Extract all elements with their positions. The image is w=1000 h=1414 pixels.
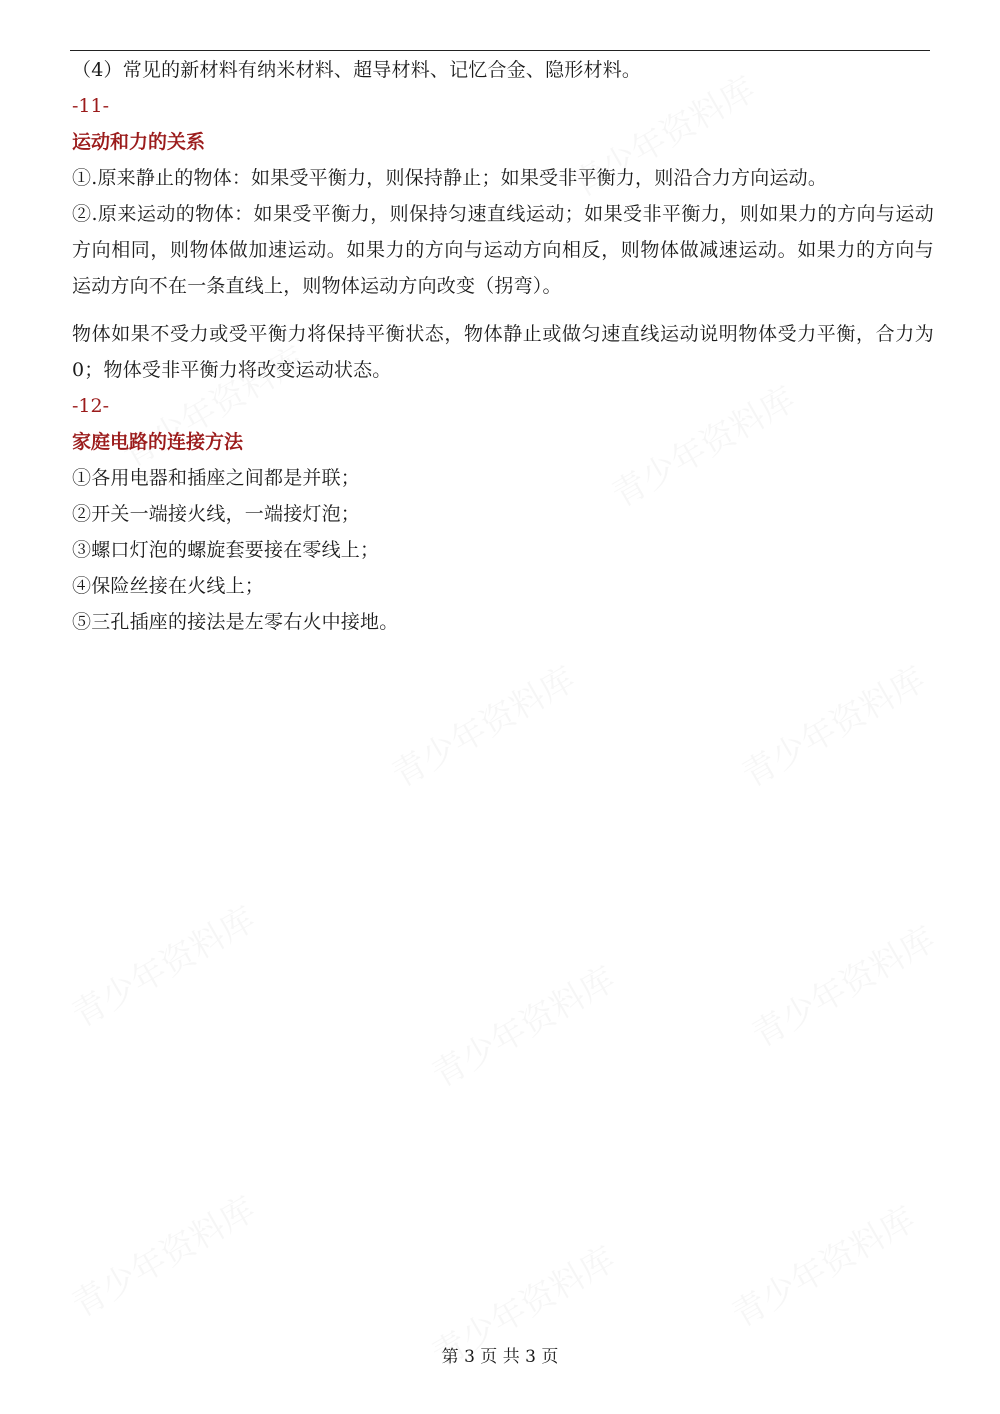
- list-item: ③螺口灯泡的螺旋套要接在零线上；: [72, 539, 380, 561]
- section-number: -12-: [72, 395, 110, 417]
- section-title: 家庭电路的连接方法: [72, 431, 244, 453]
- list-item: ④保险丝接在火线上；: [72, 575, 265, 597]
- section-number: -11-: [72, 95, 110, 117]
- page-footer: 第 3 页 共 3 页: [441, 1347, 559, 1367]
- watermark: [721, 1192, 922, 1336]
- watermark: [421, 952, 622, 1096]
- motion-force-point-2: ②.原来运动的物体：如果受平衡力，则保持匀速直线运动；如果受非平衡力，则如果力的方向与运动方向相同，则物体做加速运动。如果力的方向与运动方向相反，则物体做减速运动。如果力的方向与运动方向不在一条直线上，则物体运动方向改变（拐弯）。: [72, 203, 934, 297]
- list-item: ⑤三孔插座的接法是左零右火中接地。: [72, 611, 399, 633]
- list-item: ②开关一端接火线，一端接灯泡；: [72, 503, 361, 525]
- watermark: [731, 652, 932, 796]
- page-content: [72, 52, 934, 640]
- header-rule: [70, 50, 930, 51]
- watermark: [741, 912, 942, 1056]
- list-item: ①各用电器和插座之间都是并联；: [72, 467, 361, 489]
- section-title: 运动和力的关系: [72, 131, 206, 153]
- watermark: [61, 892, 262, 1036]
- watermark: [381, 652, 582, 796]
- watermark: [61, 1182, 262, 1326]
- paragraph-gap: [72, 304, 934, 316]
- new-materials-item: （4）常见的新材料有纳米材料、超导材料、记忆合金、隐形材料。: [72, 59, 642, 81]
- motion-force-point-1: ①.原来静止的物体：如果受平衡力，则保持静止；如果受非平衡力，则沿合力方向运动。: [72, 167, 828, 189]
- motion-force-summary: 物体如果不受力或受平衡力将保持平衡状态，物体静止或做匀速直线运动说明物体受力平衡，合力为0；物体受非平衡力将改变运动状态。: [72, 323, 934, 381]
